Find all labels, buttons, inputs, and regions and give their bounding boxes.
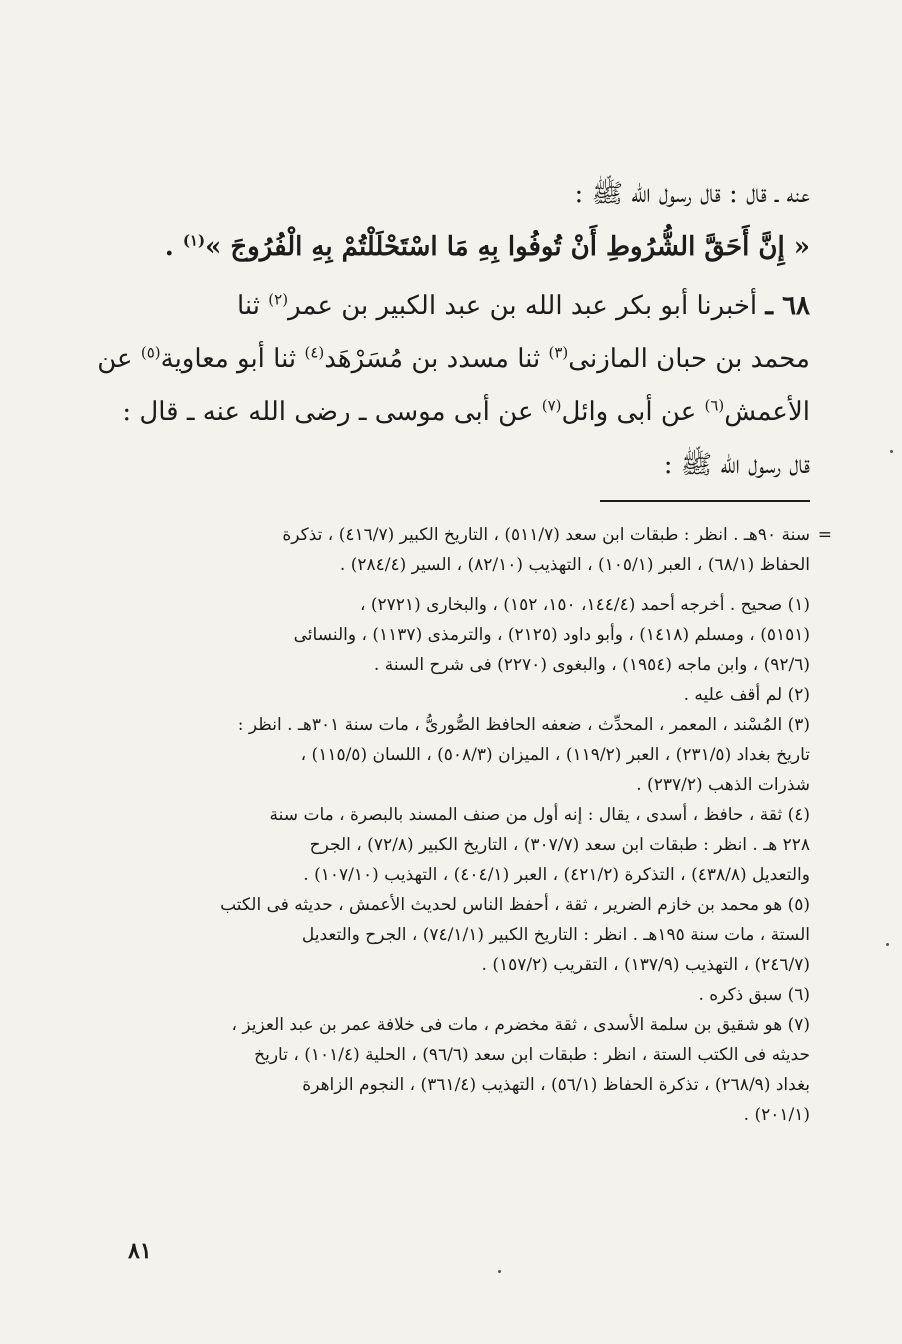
footnote-line: (٢٤٦/٧) ، التهذيب (١٣٧/٩) ، التقريب (١٥٧/٢) . [481,955,810,975]
footnote-line: والتعديل (٤٣٨/٨) ، التذكرة (٤٢١/٢) ، العبر (٤٠٤/١) ، التهذيب (١٠٧/١٠) . [303,865,810,885]
footnote-line: حديثه فى الكتب الستة ، انظر : طبقات ابن سعد (٩٦/٦) ، الحلية (١٠١/٤) ، تاريخ [254,1045,810,1065]
footnote-line: ٢٢٨ هـ . انظر : طبقات ابن سعد (٣٠٧/٧) ، التاريخ الكبير (٧٢/٨) ، الجرح [309,835,810,855]
footnote-marker[interactable]: (٦) [704,396,725,415]
isnad-text: عن أبى موسى ـ رضى الله عنه ـ قال : [122,397,534,427]
page-number: ٨١ [128,1238,152,1264]
footnote-marker[interactable]: (٤) [304,343,325,362]
scan-speck [890,450,893,453]
isnad-text: أخبرنا أبو بكر عبد الله بن عبد الكبير بن عمر [288,291,758,321]
footnote-line: (٥) هو محمد بن خازم الضرير ، ثقة ، أحفظ الناس لحديث الأعمش ، حديثه فى الكتب [220,895,810,915]
intro-text: قال رسول الله ﷺ : [663,450,810,480]
footnote-1 [110,590,810,680]
hadith-text: « إِنَّ أَحَقَّ الشُّرُوطِ أَنْ تُوفُوا بِهِ مَا اسْتَحْلَلْتُمْ بِهِ الْفُرُوجَ » [205,232,810,262]
footnotes [110,520,832,1130]
main-text-line-5 [110,386,810,439]
isnad-text: ثنا [237,291,261,321]
footnote-4 [110,800,810,890]
footnote-line: (٢٠١/١) . [743,1105,810,1125]
main-text-line-6 [110,439,810,492]
footnote-line: (١) صحيح . أخرجه أحمد (١٤٤/٤، ١٥٠، ١٥٢) ، والبخارى (٢٧٢١) ، [360,595,810,615]
footnote-line: تاريخ بغداد (٢٣١/٥) ، العبر (١١٩/٢) ، الميزان (٥٠٨/٣) ، اللسان (١١٥/٥) ، [300,745,810,765]
main-text-line-4 [97,333,810,386]
footnote-marker[interactable]: (٣) [548,343,569,362]
main-text-line-1 [110,168,810,221]
isnad-text: ثنا أبو معاوية [160,344,297,374]
footnote-line: الحفاظ (٦٨/١) ، العبر (١٠٥/١) ، التهذيب (٨٢/١٠) ، السير (٢٨٤/٤) . [339,555,810,575]
main-text-line-3 [110,280,810,333]
footnote-line: شذرات الذهب (٢٣٧/٢) . [636,775,810,795]
isnad-text: ثنا مسدد بن مُسَرْهَد [324,344,541,374]
footnote-marker[interactable]: (٢) [268,290,289,309]
period: . [164,232,174,262]
footnote-5 [110,890,810,980]
footnote-marker[interactable]: (٥) [140,343,161,362]
scan-speck [498,1270,501,1273]
hadith-number: ٦٨ ـ [765,291,810,321]
footnote-divider [600,500,810,502]
footnote-6 [110,980,810,1010]
footnote-line: (٧) هو شقيق بن سلمة الأسدى ، ثقة مخضرم ، مات فى خلافة عمر بن عبد العزيز ، [231,1015,810,1035]
isnad-text: الأعمش [724,397,810,427]
intro-text: عنه ـ قال : قال رسول الله ﷺ : [574,179,810,209]
footnote-line: بغداد (٢٦٨/٩) ، تذكرة الحفاظ (٥٦/١) ، التهذيب (٣٦١/٤) ، النجوم الزاهرة [302,1075,810,1095]
footnote-line: (٢) لم أقف عليه . [683,685,810,705]
footnote-marker[interactable]: (٧) [541,396,562,415]
footnote-2 [110,680,810,710]
footnote-line: سنة ٩٠هـ . انظر : طبقات ابن سعد (٥١١/٧) ، التاريخ الكبير (٤١٦/٧) ، تذكرة [282,525,810,545]
footnote-line: (٩٢/٦) ، وابن ماجه (١٩٥٤) ، والبغوى (٢٢٧٠) فى شرح السنة . [373,655,810,675]
footnote-line: (٣) المُسْند ، المعمر ، المحدِّث ، ضعفه الحافظ الصُّورىُّ ، مات سنة ٣٠١هـ . انظر : [237,715,810,735]
continuation-mark: = [817,525,832,545]
footnote-marker[interactable]: (١) [182,231,206,250]
isnad-text: محمد بن حبان المازنى [568,344,810,374]
isnad-text: عن [97,344,133,374]
hadith-text-line [110,221,810,274]
page-body [97,168,832,1130]
footnote-3 [110,710,810,800]
footnote-7 [110,1010,810,1130]
footnote-line: (٦) سبق ذكره . [698,985,810,1005]
scan-speck [886,943,889,946]
isnad-text: عن أبى وائل [561,397,697,427]
footnote-line: (٥١٥١) ، ومسلم (١٤١٨) ، وأبو داود (٢١٢٥) ، والترمذى (١١٣٧) ، والنسائى [293,625,810,645]
footnote-line: الستة ، مات سنة ١٩٥هـ . انظر : التاريخ الكبير (٧٤/١/١) ، الجرح والتعديل [301,925,810,945]
footnote-continuation [110,520,832,580]
footnote-line: (٤) ثقة ، حافظ ، أسدى ، يقال : إنه أول من صنف المسند بالبصرة ، مات سنة [269,805,810,825]
